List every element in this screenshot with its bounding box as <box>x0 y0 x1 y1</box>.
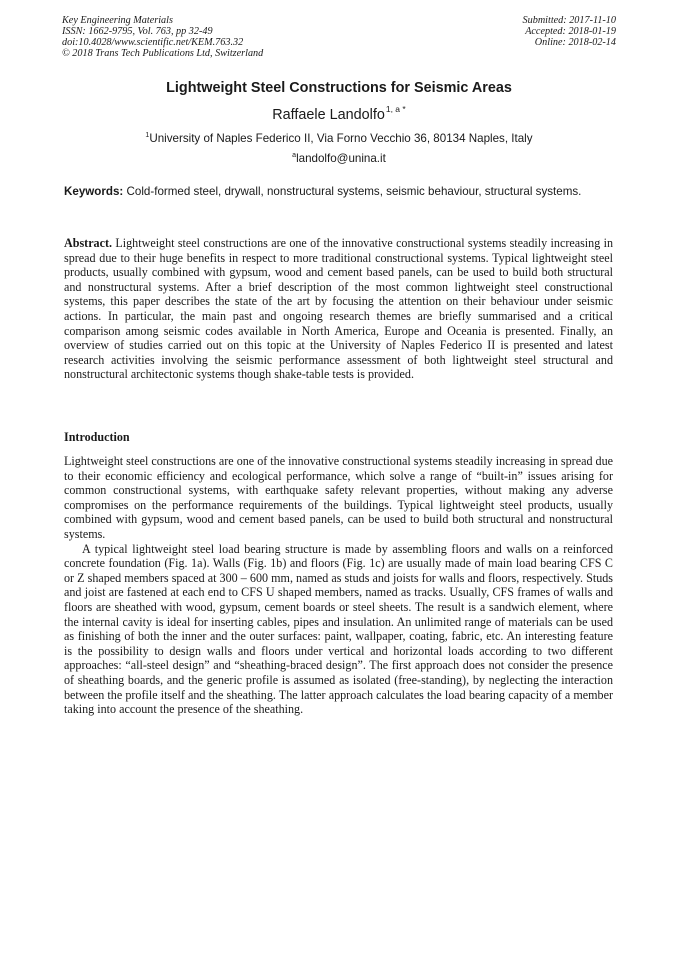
copyright-notice: © 2018 Trans Tech Publications Ltd, Switzerland <box>62 48 264 59</box>
section-heading-introduction: Introduction <box>64 430 130 444</box>
introduction-body <box>64 454 613 717</box>
abstract <box>64 236 613 382</box>
doi-link[interactable]: doi:10.4028/www.scientific.net/KEM.763.32 <box>62 37 244 48</box>
online-date: Online: 2018-02-14 <box>534 37 616 48</box>
author-name: Raffaele Landolfo <box>272 107 385 123</box>
issn-info: ISSN: 1662-9795, Vol. 763, pp 32-49 <box>62 26 213 37</box>
author-email <box>62 152 616 165</box>
paper-title: Lightweight Steel Constructions for Seismic Areas <box>166 80 512 96</box>
paragraph: A typical lightweight steel load bearing structure is made by assembling floors and walls on a reinforced concrete foundation (Fig. 1a). Walls (Fig. 1b) and floors (Fig. 1c) are usually made of main load bearing CFS C or Z shaped members spaced at 300 – 600 mm, named as studs and joists for walls and floors, respectively. Studs and joist are fastened at each end to CFS U shaped members, named as tracks. Usually, CFS frames of walls and floors are sheathed with wood, gypsum, cement boards or steel sheets. The result is a sandwich element, where the internal cavity is ideal for inserting cables, pipes and insulation. An unlimited range of materials can be used as finishing of both the inner and the outer surfaces: paint, wallpaper, coating, fabric, etc. An interesting feature is the possibility to design walls and floors under vertical and horizontal loads according to two different approaches: “all-steel design” and “sheathing-braced design”. The first approach does not consider the presence of sheathing boards, and the generic profile is assumed as isolated (free-standing), by neglecting the interaction between the profile itself and the sheathing. The latter approach calculates the load bearing capacity of a member taking into account the presence of the sheathing. <box>64 541 613 717</box>
abstract-text: Lightweight steel constructions are one of the innovative constructional systems steadily increasing in spread due to their huge benefits in respect to more traditional constructional systems. Typical lightweight steel products, usually combined with gypsum, wood and cement based panels, can be used to build both structural and nonstructural systems. After a brief description of the most common lightweight steel constructional systems, this paper describes the state of the art by focusing the attention on their behaviour under seismic actions. In particular, the main past and ongoing research themes are briefly summarised and a critical comparison among seismic codes available in North America, Europe and Oceania is presented. Finally, an overview of studies carried out on this topic at the University of Naples Federico II is presented and latest research activities involving the seismic performance assessment of both lightweight steel structural and nonstructural architectonic systems though shake-table tests is provided. <box>64 236 613 382</box>
abstract-label: Abstract. <box>64 236 113 250</box>
author-superscript: 1, a * <box>385 104 406 114</box>
paragraph: Lightweight steel constructions are one of the innovative constructional systems steadily increasing in spread due to their economic efficiency and ecological performance, which solve a range of “built-in” issues arising for common constructional systems, with earthquake safety relevant properties, without making any adverse compromises on the performance requirements of the buildings. Typical lightweight steel products, usually combined with gypsum, wood and cement based panels, can be used to build both structural and nonstructural systems. <box>64 454 613 541</box>
affiliation-text: University of Naples Federico II, Via Forno Vecchio 36, 80134 Naples, Italy <box>149 132 533 145</box>
email-superscript: a <box>292 152 297 159</box>
affiliation <box>62 132 616 145</box>
publication-info <box>62 15 263 59</box>
keywords-text: Cold-formed steel, drywall, nonstructural systems, seismic behaviour, structural systems. <box>126 185 582 198</box>
accepted-date: Accepted: 2018-01-19 <box>525 26 616 37</box>
keywords <box>64 185 613 199</box>
email-text[interactable]: landolfo@unina.it <box>296 152 386 165</box>
submitted-date: Submitted: 2017-11-10 <box>522 15 616 26</box>
affiliation-superscript: 1 <box>145 132 150 139</box>
author-line <box>62 104 616 123</box>
keywords-label: Keywords: <box>64 185 124 198</box>
publication-header <box>62 15 616 59</box>
journal-name: Key Engineering Materials <box>62 15 173 26</box>
publication-dates <box>523 15 616 59</box>
